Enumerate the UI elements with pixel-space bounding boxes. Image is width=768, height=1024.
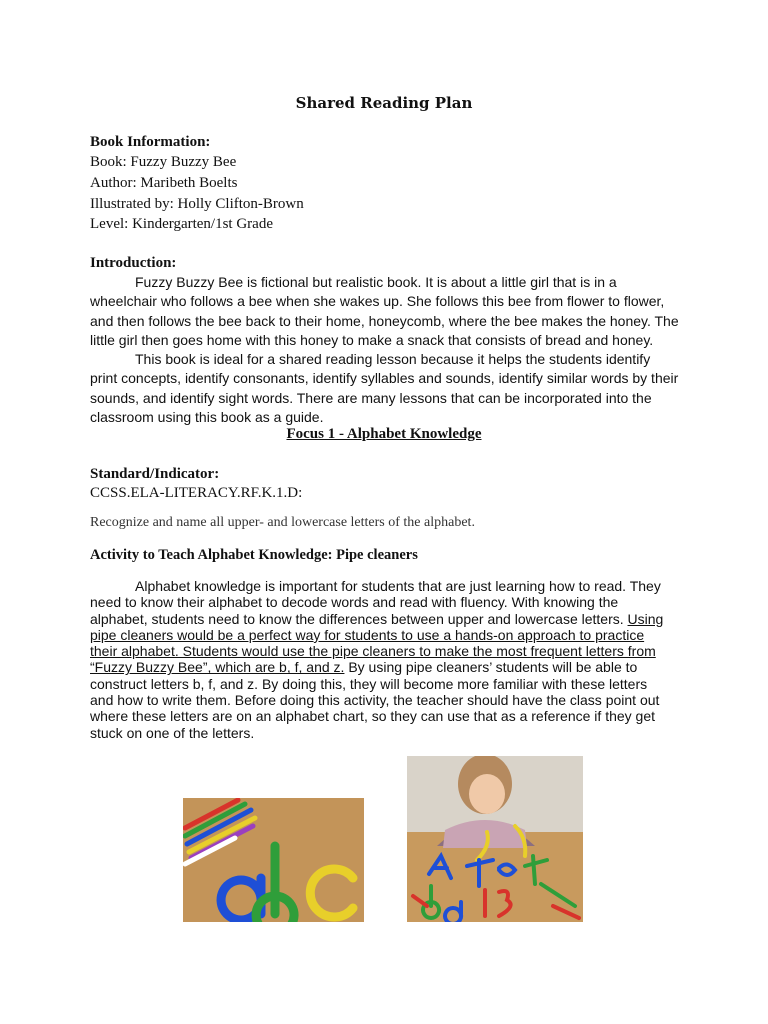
activity-heading: Activity to Teach Alphabet Knowledge: Pipe cleaners [90,547,418,563]
page-title: Shared Reading Plan [295,94,473,112]
book-title-line: Book: Fuzzy Buzzy Bee [90,154,237,170]
activity-text-underlined: Using pipe cleaners would be a perfect way for students to use a hands-on approach to practice their alphabet. Students would use the pipe cleaners to make the most frequent letters from “Fuzzy Buzzy Bee”, which are b, f, and z. [90,610,664,676]
child-pipe-cleaner-photo [407,756,583,922]
child-pipe-cleaner-illustration [407,756,583,922]
introduction-paragraph-2: This book is ideal for a shared reading lesson because it helps the students identify print concepts, identify consonants, identify syllables and sounds, identify similar words by their sounds, and identify sight words. There are many lessons that can be incorporated into the classroom using this book as a guide. [90,351,679,426]
introduction-heading: Introduction: [90,255,177,271]
introduction-body [90,273,680,427]
focus-heading: Focus 1 - Alphabet Knowledge [286,426,482,442]
activity-paragraph [90,578,672,741]
activity-text-part-1: Alphabet knowledge is important for students that are just learning how to read. They need to know their alphabet to decode words and read with fluency. With knowing the alphabet, students need to know the differences between upper and lowercase letters. [90,578,661,627]
pipe-cleaner-abc-photo [183,798,364,922]
standard-heading: Standard/Indicator: [90,466,220,482]
illustrator-line: Illustrated by: Holly Clifton-Brown [90,196,304,212]
standard-code: CCSS.ELA-LITERACY.RF.K.1.D: [90,485,303,501]
activity-text-part-2: By using pipe cleaners’ students will be able to construct letters b, f, and z. By doing this, they will become more familiar with these letters and how to write them. Before doing this activity, the teacher should have the class point out where these letters are on an alphabet chart, so they can use that as a reference if they get stuck on one of the letters. [90,659,660,741]
book-info-heading: Book Information: [90,134,211,150]
standard-description: Recognize and name all upper- and lowercase letters of the alphabet. [90,515,475,530]
author-line: Author: Maribeth Boelts [90,175,238,191]
pipe-cleaner-abc-illustration [183,798,364,922]
introduction-paragraph-1: Fuzzy Buzzy Bee is fictional but realistic book. It is about a little girl that is in a wheelchair who follows a bee when she wakes up. She follows this bee from flower to flower, and then follows the bee back to their home, honeycomb, where the bee makes the honey. The little girl then goes home with this honey to make a snack that consists of bread and honey. [90,274,679,348]
level-line: Level: Kindergarten/1st Grade [90,216,273,232]
